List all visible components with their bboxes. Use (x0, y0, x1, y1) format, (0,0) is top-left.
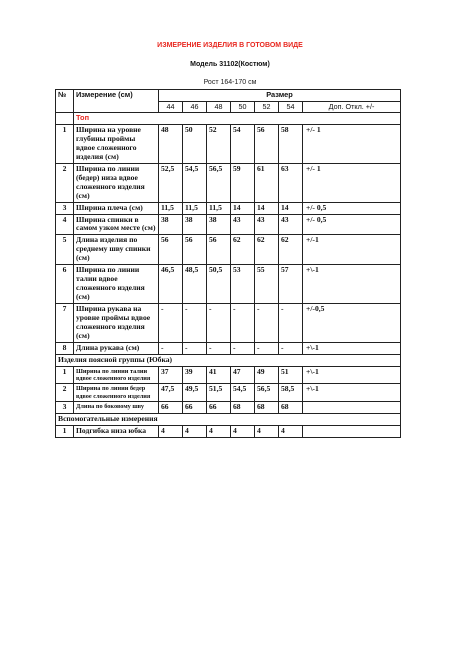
size-50: 50 (231, 101, 255, 112)
row-value: 66 (207, 401, 231, 413)
row-value: 66 (183, 401, 207, 413)
table-row (56, 304, 401, 343)
row-value: 4 (159, 425, 183, 437)
row-value: 62 (279, 235, 303, 265)
table-row (56, 235, 401, 265)
row-tolerance (303, 401, 401, 413)
row-value: - (207, 342, 231, 354)
row-tolerance: +\-1 (303, 384, 401, 401)
row-value: 37 (159, 366, 183, 383)
row-value: 49,5 (183, 384, 207, 401)
size-48: 48 (207, 101, 231, 112)
header-measure: Измерение (см) (74, 90, 159, 113)
row-value: 59 (231, 163, 255, 202)
measurements-table (55, 89, 401, 438)
row-value: 58,5 (279, 384, 303, 401)
row-value: 68 (279, 401, 303, 413)
row-number: 3 (56, 202, 74, 214)
row-value: 57 (279, 265, 303, 304)
header-number: № (56, 90, 74, 113)
row-value: 11,5 (183, 202, 207, 214)
header-size: Размер (159, 90, 401, 102)
row-number: 3 (56, 401, 74, 413)
row-value: - (255, 304, 279, 343)
row-measure-name: Длина рукава (см) (74, 342, 159, 354)
section-row (56, 354, 401, 366)
table-row (56, 384, 401, 401)
row-value: - (255, 342, 279, 354)
row-tolerance: +/-0,5 (303, 304, 401, 343)
row-value: 52,5 (159, 163, 183, 202)
row-value: - (183, 342, 207, 354)
row-value: 38 (183, 214, 207, 235)
row-value: 51 (279, 366, 303, 383)
size-54: 54 (279, 101, 303, 112)
header-tolerance: Доп. Откл. +/- (303, 101, 401, 112)
section-label: Вспомогательные измерения (56, 413, 401, 425)
row-value: 4 (255, 425, 279, 437)
row-value: 68 (231, 401, 255, 413)
row-value: 50 (183, 124, 207, 163)
row-value: - (207, 304, 231, 343)
row-value: 51,5 (207, 384, 231, 401)
row-number: 1 (56, 425, 74, 437)
row-value: - (183, 304, 207, 343)
section-row (56, 413, 401, 425)
row-value: 46,5 (159, 265, 183, 304)
table-row (56, 425, 401, 437)
table-row (56, 124, 401, 163)
table-row (56, 214, 401, 235)
row-number: 4 (56, 214, 74, 235)
row-value: 55 (255, 265, 279, 304)
row-measure-name: Ширина плеча (см) (74, 202, 159, 214)
table-row (56, 401, 401, 413)
row-value: 14 (231, 202, 255, 214)
size-46: 46 (183, 101, 207, 112)
row-value: 38 (159, 214, 183, 235)
row-measure-name: Длина изделия по среднему шву спинки (см) (74, 235, 159, 265)
row-value: 52 (207, 124, 231, 163)
row-value: 11,5 (207, 202, 231, 214)
row-value: 41 (207, 366, 231, 383)
row-measure-name: Ширина по линии талии вдвое сложенного изделия (см) (74, 265, 159, 304)
section-top-row (56, 113, 401, 125)
row-number: 2 (56, 384, 74, 401)
row-measure-name: Ширина рукава на уровне проймы вдвое сложенного изделия (см) (74, 304, 159, 343)
row-tolerance: +\-1 (303, 265, 401, 304)
row-tolerance (303, 425, 401, 437)
row-value: 62 (231, 235, 255, 265)
row-tolerance: +/-1 (303, 235, 401, 265)
row-measure-name: Ширина на уровне глубины проймы вдвое сложенного изделия (см) (74, 124, 159, 163)
row-value: 54,5 (183, 163, 207, 202)
row-value: 43 (279, 214, 303, 235)
row-number: 1 (56, 366, 74, 383)
row-value: - (159, 304, 183, 343)
section-label: Изделия поясной группы (Юбка) (56, 354, 401, 366)
row-value: 38 (207, 214, 231, 235)
table-row (56, 163, 401, 202)
row-value: 54,5 (231, 384, 255, 401)
row-value: - (279, 304, 303, 343)
table-row (56, 202, 401, 214)
row-number: 1 (56, 124, 74, 163)
row-value: - (159, 342, 183, 354)
model-name: Модель 31102(Костюм) (190, 61, 270, 68)
row-value: 39 (183, 366, 207, 383)
row-number: 8 (56, 342, 74, 354)
row-value: 47,5 (159, 384, 183, 401)
row-value: 56 (159, 235, 183, 265)
row-tolerance: +/- 1 (303, 163, 401, 202)
row-value: 54 (231, 124, 255, 163)
row-value: - (231, 304, 255, 343)
row-value: 14 (255, 202, 279, 214)
row-value: 4 (231, 425, 255, 437)
row-number: 2 (56, 163, 74, 202)
row-value: 4 (279, 425, 303, 437)
row-value: 48,5 (183, 265, 207, 304)
row-value: - (231, 342, 255, 354)
row-value: 50,5 (207, 265, 231, 304)
row-tolerance: +\-1 (303, 342, 401, 354)
row-tolerance: +/- 0,5 (303, 202, 401, 214)
row-measure-name: Длина по боковому шву (74, 401, 159, 413)
row-value: 56 (183, 235, 207, 265)
section-top-label: Топ (74, 113, 401, 125)
row-tolerance: +/- 0,5 (303, 214, 401, 235)
row-value: 58 (279, 124, 303, 163)
table-row (56, 265, 401, 304)
row-number: 5 (56, 235, 74, 265)
row-value: - (279, 342, 303, 354)
row-value: 49 (255, 366, 279, 383)
table-row (56, 366, 401, 383)
row-value: 11,5 (159, 202, 183, 214)
row-measure-name: Ширина по линии (бедер) низа вдвое сложенного изделия (см) (74, 163, 159, 202)
row-measure-name: Подгибка низа юбка (74, 425, 159, 437)
row-value: 61 (255, 163, 279, 202)
row-value: 14 (279, 202, 303, 214)
row-value: 63 (279, 163, 303, 202)
row-measure-name: Ширина по линии талии вдвое сложенного изделия (74, 366, 159, 383)
row-tolerance: +/- 1 (303, 124, 401, 163)
row-value: 53 (231, 265, 255, 304)
row-value: 56,5 (255, 384, 279, 401)
row-value: 43 (231, 214, 255, 235)
document-title: ИЗМЕРЕНИЕ ИЗДЕЛИЯ В ГОТОВОМ ВИДЕ (157, 42, 303, 49)
row-number: 6 (56, 265, 74, 304)
row-measure-name: Ширина спинки в самом узком месте (см) (74, 214, 159, 235)
table-header-row (56, 90, 401, 102)
row-value: 56,5 (207, 163, 231, 202)
row-value: 43 (255, 214, 279, 235)
row-measure-name: Ширина по линии бедер вдвое сложенного изделия (74, 384, 159, 401)
row-value: 62 (255, 235, 279, 265)
row-value: 68 (255, 401, 279, 413)
row-value: 56 (255, 124, 279, 163)
row-value: 66 (159, 401, 183, 413)
height-range: Рост 164-170 см (203, 79, 257, 86)
row-value: 47 (231, 366, 255, 383)
row-tolerance: +\-1 (303, 366, 401, 383)
row-value: 4 (183, 425, 207, 437)
row-value: 4 (207, 425, 231, 437)
row-value: 56 (207, 235, 231, 265)
row-value: 48 (159, 124, 183, 163)
size-52: 52 (255, 101, 279, 112)
size-44: 44 (159, 101, 183, 112)
row-number: 7 (56, 304, 74, 343)
table-row (56, 342, 401, 354)
